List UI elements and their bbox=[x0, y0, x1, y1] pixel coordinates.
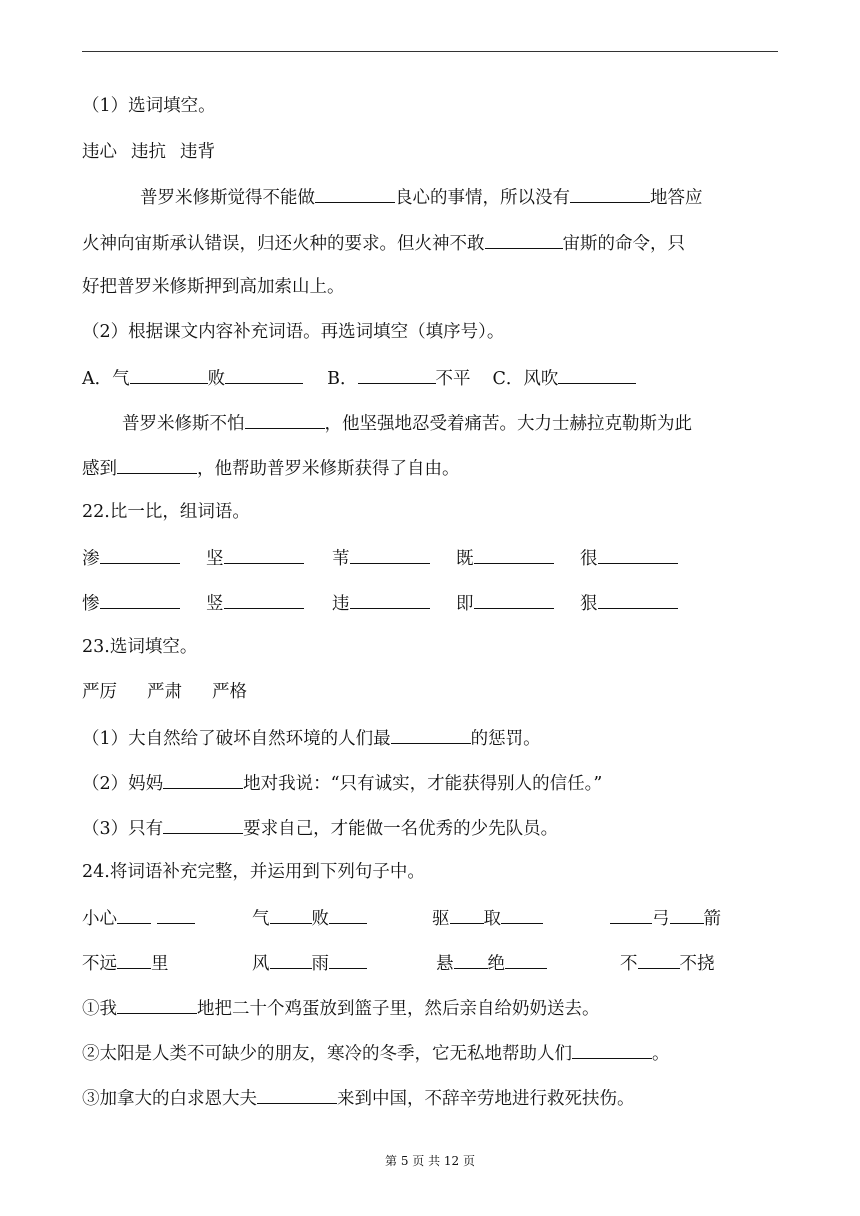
q22-row2: 惨 竖 违 即 狠 bbox=[82, 590, 782, 614]
q21-para2-line1: 普罗米修斯不怕 ，他坚强地忍受着痛苦。大力士赫拉克勒斯为此 bbox=[122, 410, 692, 436]
blank[interactable] bbox=[163, 815, 243, 834]
blank[interactable] bbox=[474, 590, 554, 609]
blank[interactable] bbox=[117, 950, 151, 969]
q23-sentence-1: （1）大自然给了破坏自然环境的人们最 的惩罚。 bbox=[82, 725, 541, 751]
blank[interactable] bbox=[350, 545, 430, 564]
blank[interactable] bbox=[224, 590, 304, 609]
q24-sentence-1: ①我 地把二十个鸡蛋放到篮子里，然后亲自给奶奶送去。 bbox=[82, 995, 600, 1021]
blank[interactable] bbox=[329, 950, 367, 969]
blank[interactable] bbox=[570, 184, 650, 203]
blank[interactable] bbox=[505, 950, 547, 969]
q21-part2-title: （2）根据课文内容补充词语。再选词填空（填序号）。 bbox=[82, 322, 505, 342]
q24-idiom-row2: 不远 里 风 雨 悬 绝 不 不挠 bbox=[82, 950, 782, 974]
word-option: 违背 bbox=[180, 142, 215, 162]
q23-title: 23.选词填空。 bbox=[82, 637, 198, 657]
blank[interactable] bbox=[117, 455, 197, 474]
blank[interactable] bbox=[350, 590, 430, 609]
blank[interactable] bbox=[224, 545, 304, 564]
blank[interactable] bbox=[245, 410, 325, 429]
blank[interactable] bbox=[454, 950, 488, 969]
blank[interactable] bbox=[358, 365, 436, 384]
blank[interactable] bbox=[501, 905, 543, 924]
blank[interactable] bbox=[225, 365, 303, 384]
word-option: 违心 bbox=[82, 142, 117, 162]
q21-options: A．气 败 B． 不平 C．风吹 bbox=[82, 365, 636, 391]
blank[interactable] bbox=[257, 1085, 337, 1104]
q21-para1-line1: 普罗米修斯觉得不能做 良心的事情，所以没有 地答应 bbox=[140, 184, 703, 210]
word-option: 严肃 bbox=[147, 682, 182, 702]
blank[interactable] bbox=[391, 725, 471, 744]
word-option: 违抗 bbox=[131, 142, 166, 162]
blank[interactable] bbox=[315, 184, 395, 203]
blank[interactable] bbox=[670, 905, 704, 924]
word-option: 严厉 bbox=[82, 682, 117, 702]
blank[interactable] bbox=[117, 905, 151, 924]
blank[interactable] bbox=[474, 545, 554, 564]
blank[interactable] bbox=[270, 950, 312, 969]
blank[interactable] bbox=[450, 905, 484, 924]
q21-word-bank bbox=[82, 140, 215, 164]
header-rule bbox=[82, 51, 778, 52]
blank[interactable] bbox=[572, 1040, 652, 1059]
q24-sentence-3: ③加拿大的白求恩大夫 来到中国，不辞辛劳地进行救死扶伤。 bbox=[82, 1085, 635, 1111]
q24-idiom-row1: 小心 气 败 驱 取 弓 箭 bbox=[82, 905, 782, 929]
blank[interactable] bbox=[610, 905, 652, 924]
blank[interactable] bbox=[598, 590, 678, 609]
q23-sentence-3: （3）只有 要求自己，才能做一名优秀的少先队员。 bbox=[82, 815, 558, 841]
blank[interactable] bbox=[329, 905, 367, 924]
blank[interactable] bbox=[130, 365, 208, 384]
q21-para1-line3: 好把普罗米修斯押到高加索山上。 bbox=[82, 277, 345, 297]
word-option: 严格 bbox=[212, 682, 247, 702]
blank[interactable] bbox=[100, 545, 180, 564]
q23-word-bank bbox=[82, 680, 247, 704]
q21-part1-title: （1）选词填空。 bbox=[82, 96, 216, 116]
blank[interactable] bbox=[163, 770, 243, 789]
blank[interactable] bbox=[100, 590, 180, 609]
blank[interactable] bbox=[117, 995, 197, 1014]
blank[interactable] bbox=[270, 905, 312, 924]
blank[interactable] bbox=[157, 905, 195, 924]
blank[interactable] bbox=[558, 365, 636, 384]
q24-sentence-2: ②太阳是人类不可缺少的朋友，寒冷的冬季，它无私地帮助人们 。 bbox=[82, 1040, 670, 1066]
blank[interactable] bbox=[638, 950, 680, 969]
q23-sentence-2: （2）妈妈 地对我说：“只有诚实，才能获得别人的信任。” bbox=[82, 770, 602, 796]
q22-row1: 渗 坚 苇 既 很 bbox=[82, 545, 782, 569]
blank[interactable] bbox=[598, 545, 678, 564]
q21-para1-line2: 火神向宙斯承认错误，归还火种的要求。但火神不敢 宙斯的命令，只 bbox=[82, 230, 685, 256]
q22-title: 22.比一比，组词语。 bbox=[82, 502, 250, 522]
q24-title: 24.将词语补充完整，并运用到下列句子中。 bbox=[82, 862, 425, 882]
blank[interactable] bbox=[485, 230, 563, 249]
page-footer: 第 5 页 共 12 页 bbox=[385, 1154, 475, 1168]
q21-para2-line2: 感到 ，他帮助普罗米修斯获得了自由。 bbox=[82, 455, 460, 481]
